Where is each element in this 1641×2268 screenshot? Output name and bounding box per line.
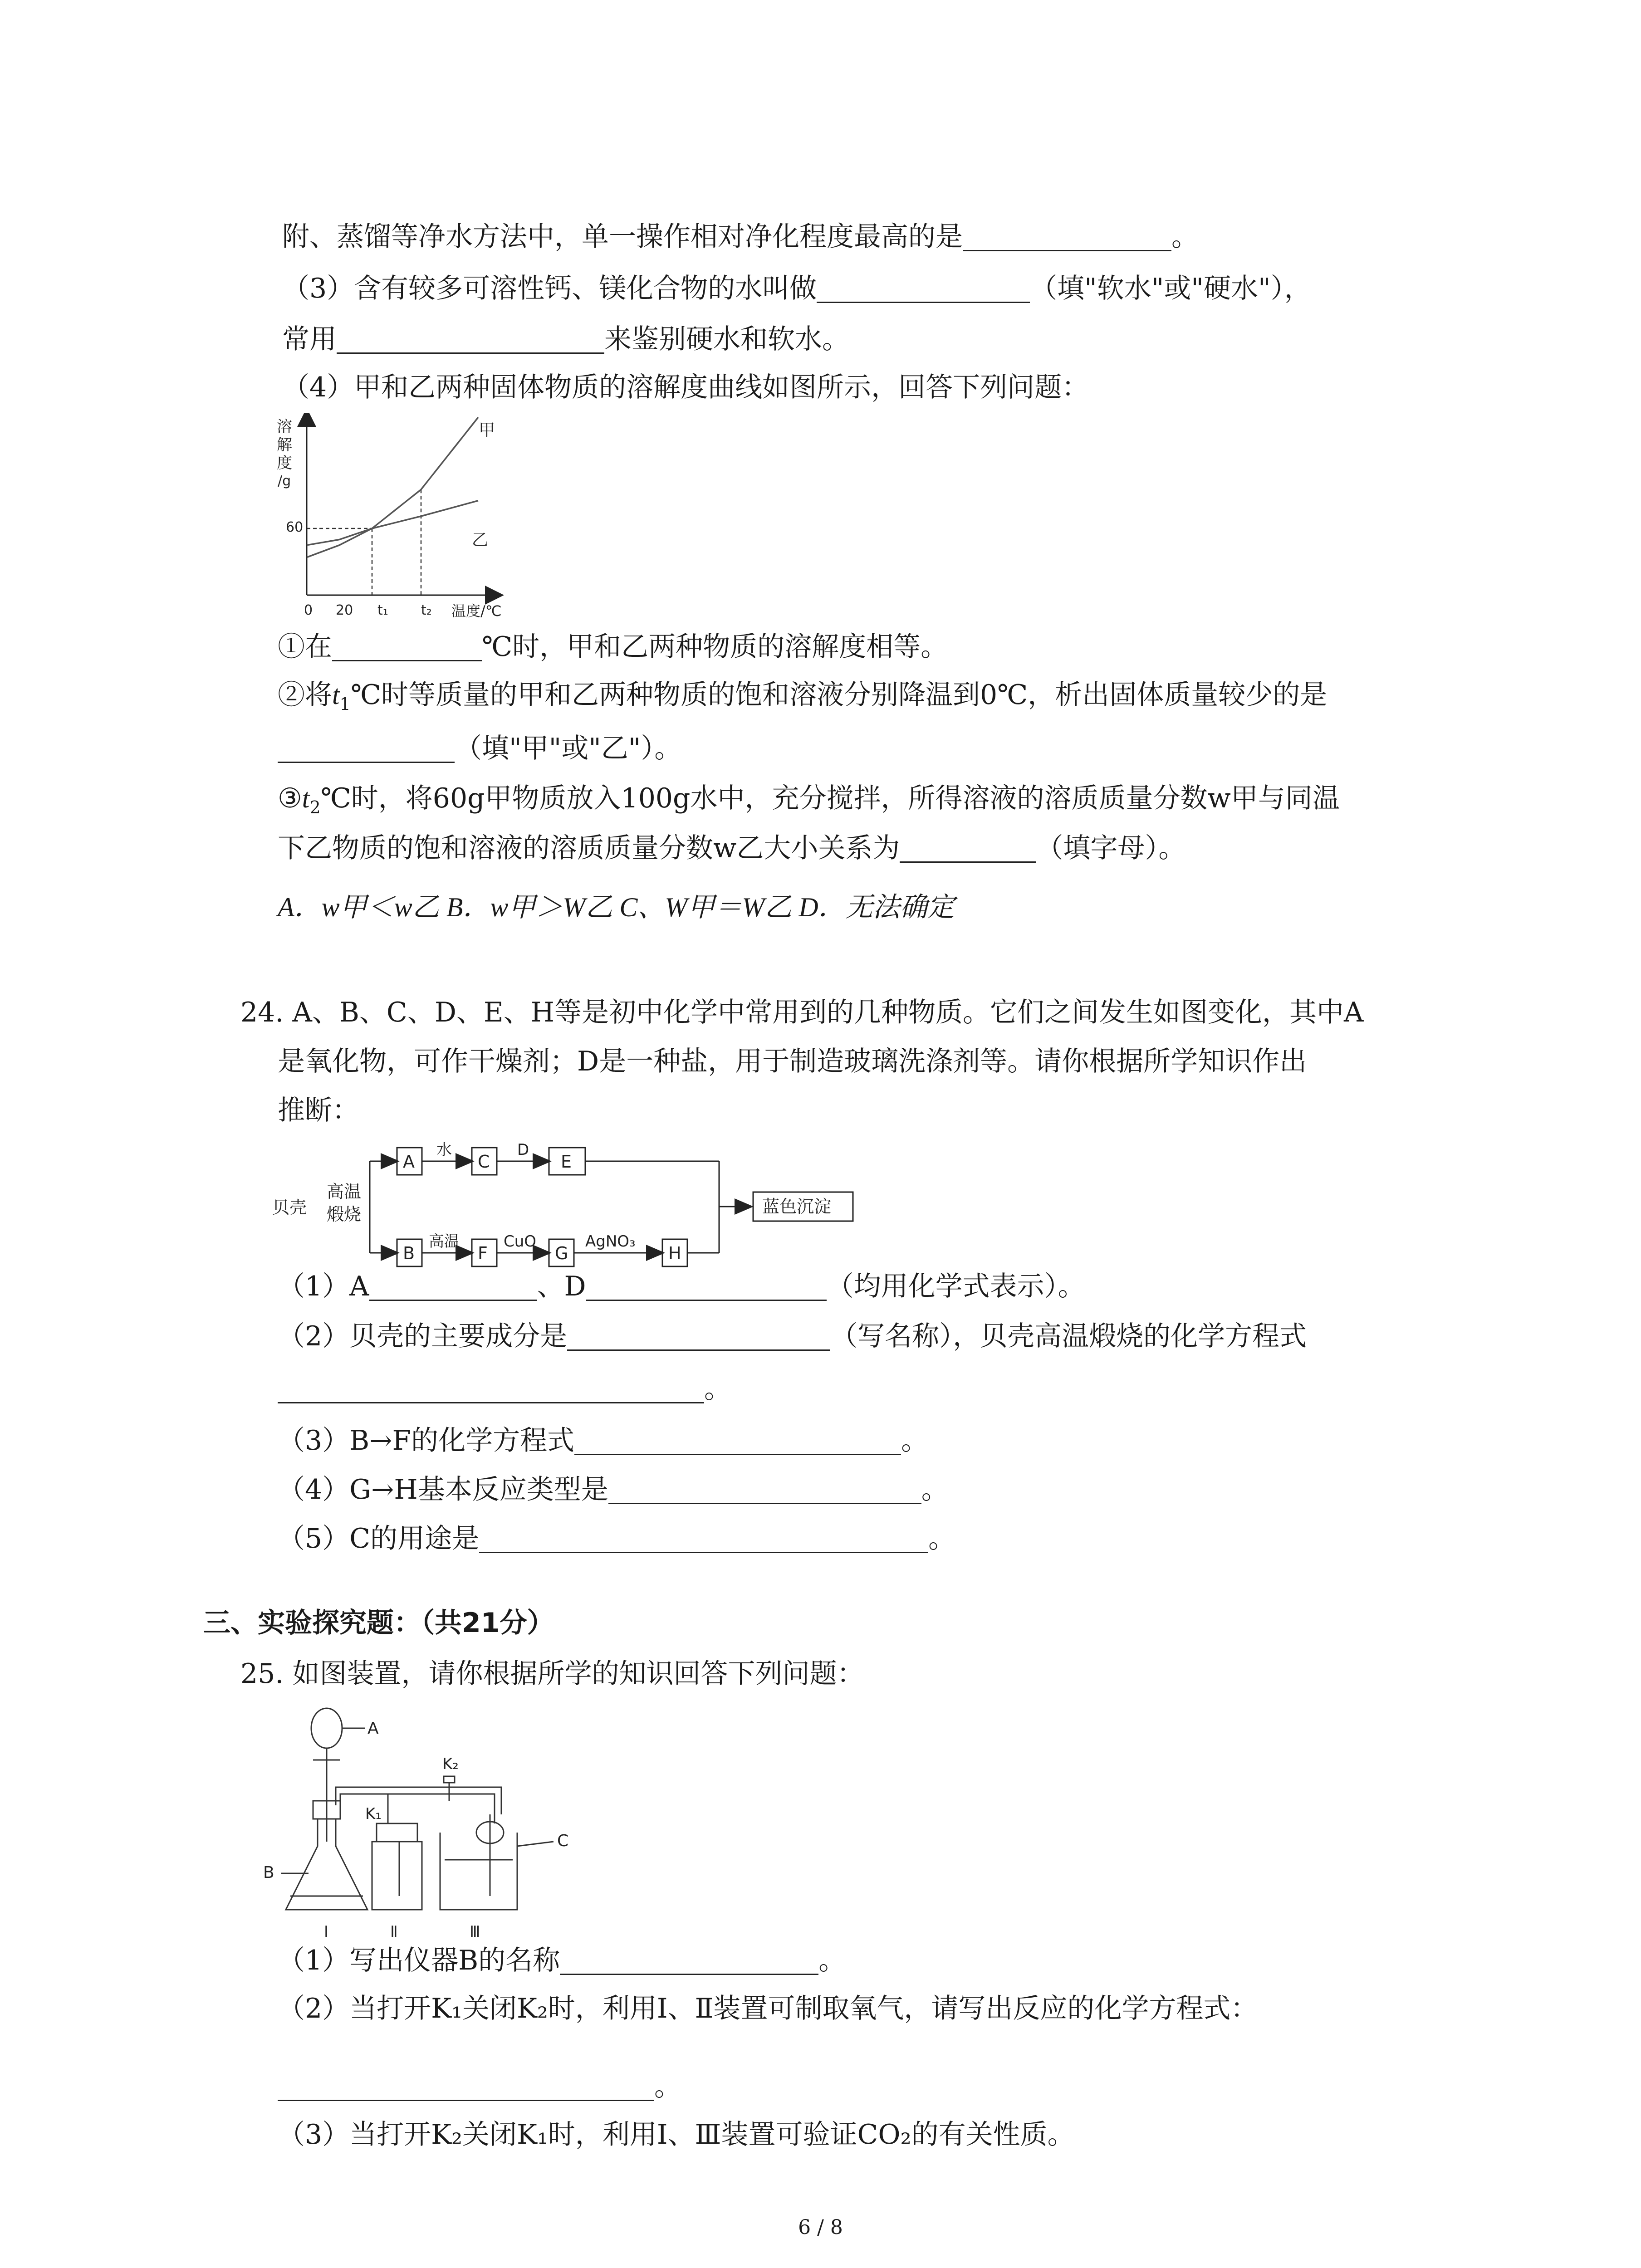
solubility-chart xyxy=(272,413,526,631)
reaction-flowchart xyxy=(272,1134,907,1284)
svg-text:AgNO₃: AgNO₃ xyxy=(585,1232,636,1251)
y-tick-label: 60 xyxy=(286,519,304,535)
answer-blank[interactable] xyxy=(574,1425,901,1455)
q23-sub-3: $③t_2℃$时，将60g甲物质放入100g水中，充分搅拌，所得溶液的溶质质量分数w甲与同温 xyxy=(278,782,1340,817)
answer-blank[interactable] xyxy=(963,221,1171,251)
q24-part-2: （2）贝壳的主要成分是 （写名称），贝壳高温煅烧的化学方程式 xyxy=(278,1320,1307,1352)
q24-line-2: 是氧化物，可作干燥剂；D是一种盐，用于制造玻璃洗涤剂等。请你根据所学知识作出 xyxy=(278,1046,1307,1077)
q24-part-1: （1）A 、D （均用化学式表示）。 xyxy=(278,1271,1085,1302)
y-axis-label: 度 xyxy=(277,454,292,472)
series-yi-line xyxy=(307,501,478,545)
section-title: 三、实验探究题：（共21分） xyxy=(203,1607,554,1639)
q23-options: A．w甲＜w乙 B．w甲＞W乙 C、W甲＝W乙 D．无法确定 xyxy=(278,892,955,922)
condition-label: 煅烧 xyxy=(327,1204,362,1224)
q25-line-1: 25. 如图装置，请你根据所学的知识回答下列问题： xyxy=(240,1658,864,1690)
y-axis-label: 解 xyxy=(277,436,292,454)
q23-sub-2: ②将$t_1℃$时等质量的甲和乙两种物质的饱和溶液分别降温到0℃，析出固体质量较少的是 xyxy=(278,679,1327,714)
label-B: B xyxy=(263,1863,274,1882)
answer-blank[interactable] xyxy=(479,1523,928,1553)
q24-part-4: （4）G→H基本反应类型是 。 xyxy=(278,1474,949,1505)
q24-part-2-cont: 。 xyxy=(278,1370,731,1408)
q23-part-3: （3）含有较多可溶性钙、镁化合物的水叫做 （填"软水"或"硬水"）， xyxy=(282,273,1312,304)
label-K2: K₂ xyxy=(442,1755,459,1773)
answer-blank[interactable] xyxy=(278,1373,704,1403)
label-C: C xyxy=(557,1832,569,1850)
y-axis-label: /g xyxy=(278,473,291,489)
condition-label: 高温 xyxy=(327,1182,362,1202)
q23-line-1: 附、蒸馏等净水方法中，单一操作相对净化程度最高的是 。 xyxy=(282,221,1199,253)
x-tick-label: 20 xyxy=(336,602,353,618)
answer-blank[interactable] xyxy=(560,1945,818,1975)
series-label-jia: 甲 xyxy=(479,421,495,440)
svg-text:水: 水 xyxy=(436,1141,452,1159)
label-I: I xyxy=(324,1923,329,1941)
answer-blank[interactable] xyxy=(567,1320,830,1351)
y-axis-label: 溶 xyxy=(277,418,292,436)
q25-part-3: （3）当打开K₂关闭K₁时，利用I、Ⅲ装置可验证CO₂的有关性质。 xyxy=(278,2119,1075,2151)
x-tick-label: t₂ xyxy=(421,602,432,618)
label-K1: K₁ xyxy=(365,1805,382,1823)
q23-part-4: （4）甲和乙两种固体物质的溶解度曲线如图所示，回答下列问题： xyxy=(282,371,1089,403)
svg-text:D: D xyxy=(517,1141,529,1159)
q24-line-1: 24. A、B、C、D、E、H等是初中化学中常用到的几种物质。它们之间发生如图变化，其中A xyxy=(240,997,1364,1028)
answer-blank[interactable] xyxy=(278,2071,654,2101)
answer-blank[interactable] xyxy=(586,1271,827,1301)
q24-line-3: 推断： xyxy=(278,1095,359,1126)
answer-blank[interactable] xyxy=(278,733,455,763)
x-tick-label: 0 xyxy=(304,602,313,618)
series-label-yi: 乙 xyxy=(472,531,489,549)
q25-part-2: （2）当打开K₁关闭K₂时，利用I、Ⅱ装置可制取氧气，请写出反应的化学方程式： xyxy=(278,1993,1258,2024)
label-A: A xyxy=(367,1719,379,1738)
q25-part-1: （1）写出仪器B的名称 。 xyxy=(278,1945,846,1976)
svg-text:H: H xyxy=(668,1243,681,1263)
answer-blank[interactable] xyxy=(337,323,604,354)
q24-part-5: （5）C的用途是 。 xyxy=(278,1523,956,1554)
svg-text:E: E xyxy=(561,1152,572,1172)
q23-sub-3-cont: 下乙物质的饱和溶液的溶质质量分数w乙大小关系为 （填字母）。 xyxy=(278,832,1186,864)
q23-sub-1: ①在 ℃时，甲和乙两种物质的溶解度相等。 xyxy=(278,631,948,663)
svg-text:CuO: CuO xyxy=(504,1232,537,1251)
series-jia-line xyxy=(307,417,478,557)
apparatus-diagram xyxy=(263,1696,608,1950)
answer-blank[interactable] xyxy=(369,1271,537,1301)
answer-blank[interactable] xyxy=(817,273,1030,303)
q24-part-3: （3）B→F的化学方程式 。 xyxy=(278,1425,929,1457)
q23-sub-2-cont: （填"甲"或"乙"）。 xyxy=(278,729,681,767)
answer-blank[interactable] xyxy=(608,1474,921,1504)
q25-part-2-cont: 。 xyxy=(278,2068,681,2106)
label-II: Ⅱ xyxy=(390,1923,398,1941)
answer-blank[interactable] xyxy=(332,631,482,661)
start-label: 贝壳 xyxy=(272,1198,307,1217)
svg-text:高温: 高温 xyxy=(429,1232,460,1251)
x-tick-label: t₁ xyxy=(377,602,388,618)
svg-text:F: F xyxy=(478,1243,488,1263)
svg-text:G: G xyxy=(555,1243,568,1263)
svg-text:B: B xyxy=(403,1243,415,1263)
svg-text:C: C xyxy=(478,1152,490,1172)
q23-part-3-cont: 常用 来鉴别硬水和软水。 xyxy=(282,323,849,355)
label-III: Ⅲ xyxy=(470,1923,480,1941)
result-label: 蓝色沉淀 xyxy=(762,1197,832,1217)
answer-blank[interactable] xyxy=(900,832,1036,863)
svg-text:A: A xyxy=(403,1152,415,1172)
x-axis-label: 温度/℃ xyxy=(451,602,502,620)
page-number: 6 / 8 xyxy=(798,2216,843,2239)
